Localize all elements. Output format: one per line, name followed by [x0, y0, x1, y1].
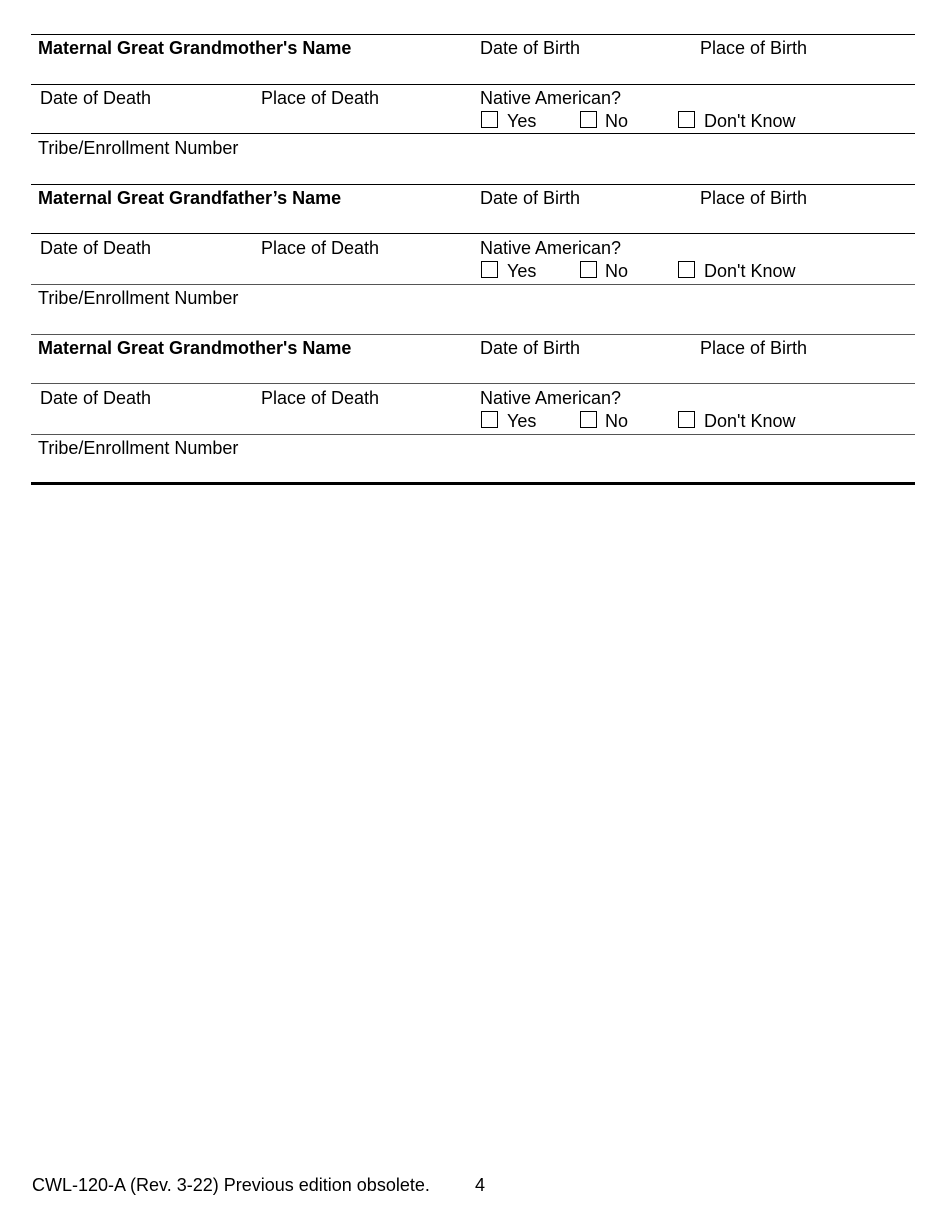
- no-checkbox[interactable]: [580, 111, 597, 128]
- name-field[interactable]: [38, 360, 458, 380]
- dod-label: Date of Death: [40, 238, 152, 258]
- dob-label: Date of Birth: [480, 338, 581, 358]
- pod-field[interactable]: [261, 260, 461, 280]
- page-number: 4: [475, 1175, 486, 1195]
- yes-checkbox[interactable]: [481, 411, 498, 428]
- yes-label: Yes: [507, 261, 537, 281]
- pod-field[interactable]: [261, 110, 461, 130]
- dont-know-label: Don't Know: [704, 411, 796, 431]
- yes-checkbox[interactable]: [481, 261, 498, 278]
- form-id-footer: CWL-120-A (Rev. 3-22) Previous edition obsolete.: [32, 1175, 430, 1195]
- dod-field[interactable]: [40, 410, 240, 430]
- pod-field[interactable]: [261, 410, 461, 430]
- pob-field[interactable]: [700, 60, 910, 80]
- row-divider: [31, 84, 915, 85]
- dont-know-label: Don't Know: [704, 111, 796, 131]
- tribe-enrollment-field[interactable]: [38, 310, 898, 330]
- yes-label: Yes: [507, 411, 537, 431]
- dont-know-checkbox[interactable]: [678, 261, 695, 278]
- pod-label: Place of Death: [261, 88, 380, 108]
- tribe-enrollment-label: Tribe/Enrollment Number: [38, 138, 239, 158]
- name-label: Maternal Great Grandmother's Name: [38, 338, 352, 358]
- pod-label: Place of Death: [261, 238, 380, 258]
- dod-label: Date of Death: [40, 388, 152, 408]
- pob-label: Place of Birth: [700, 188, 808, 208]
- pob-label: Place of Birth: [700, 38, 808, 58]
- row-divider: [31, 284, 915, 285]
- dob-field[interactable]: [480, 210, 680, 230]
- dob-field[interactable]: [480, 360, 680, 380]
- tribe-enrollment-field[interactable]: [38, 460, 898, 478]
- native-american-label: Native American?: [480, 88, 622, 108]
- pod-label: Place of Death: [261, 388, 380, 408]
- pob-field[interactable]: [700, 210, 910, 230]
- native-american-label: Native American?: [480, 238, 622, 258]
- row-divider: [31, 133, 915, 134]
- dod-field[interactable]: [40, 110, 240, 130]
- dod-field[interactable]: [40, 260, 240, 280]
- tribe-enrollment-field[interactable]: [38, 160, 898, 180]
- dod-label: Date of Death: [40, 88, 152, 108]
- row-divider: [31, 383, 915, 384]
- yes-checkbox[interactable]: [481, 111, 498, 128]
- pob-field[interactable]: [700, 360, 910, 380]
- native-american-label: Native American?: [480, 388, 622, 408]
- no-checkbox[interactable]: [580, 261, 597, 278]
- dob-label: Date of Birth: [480, 188, 581, 208]
- no-checkbox[interactable]: [580, 411, 597, 428]
- pob-label: Place of Birth: [700, 338, 808, 358]
- no-label: No: [605, 411, 629, 431]
- dob-field[interactable]: [480, 60, 680, 80]
- name-field[interactable]: [38, 60, 458, 80]
- form-bottom-rule: [31, 482, 915, 485]
- section-divider: [31, 184, 915, 185]
- tribe-enrollment-label: Tribe/Enrollment Number: [38, 288, 239, 308]
- dont-know-checkbox[interactable]: [678, 411, 695, 428]
- yes-label: Yes: [507, 111, 537, 131]
- name-label: Maternal Great Grandmother's Name: [38, 38, 352, 58]
- row-divider: [31, 434, 915, 435]
- dont-know-checkbox[interactable]: [678, 111, 695, 128]
- dont-know-label: Don't Know: [704, 261, 796, 281]
- no-label: No: [605, 261, 629, 281]
- dob-label: Date of Birth: [480, 38, 581, 58]
- no-label: No: [605, 111, 629, 131]
- row-divider: [31, 233, 915, 234]
- name-field[interactable]: [38, 210, 458, 230]
- section-divider: [31, 334, 915, 335]
- name-label: Maternal Great Grandfather’s Name: [38, 188, 342, 208]
- section-divider: [31, 34, 915, 35]
- tribe-enrollment-label: Tribe/Enrollment Number: [38, 438, 239, 458]
